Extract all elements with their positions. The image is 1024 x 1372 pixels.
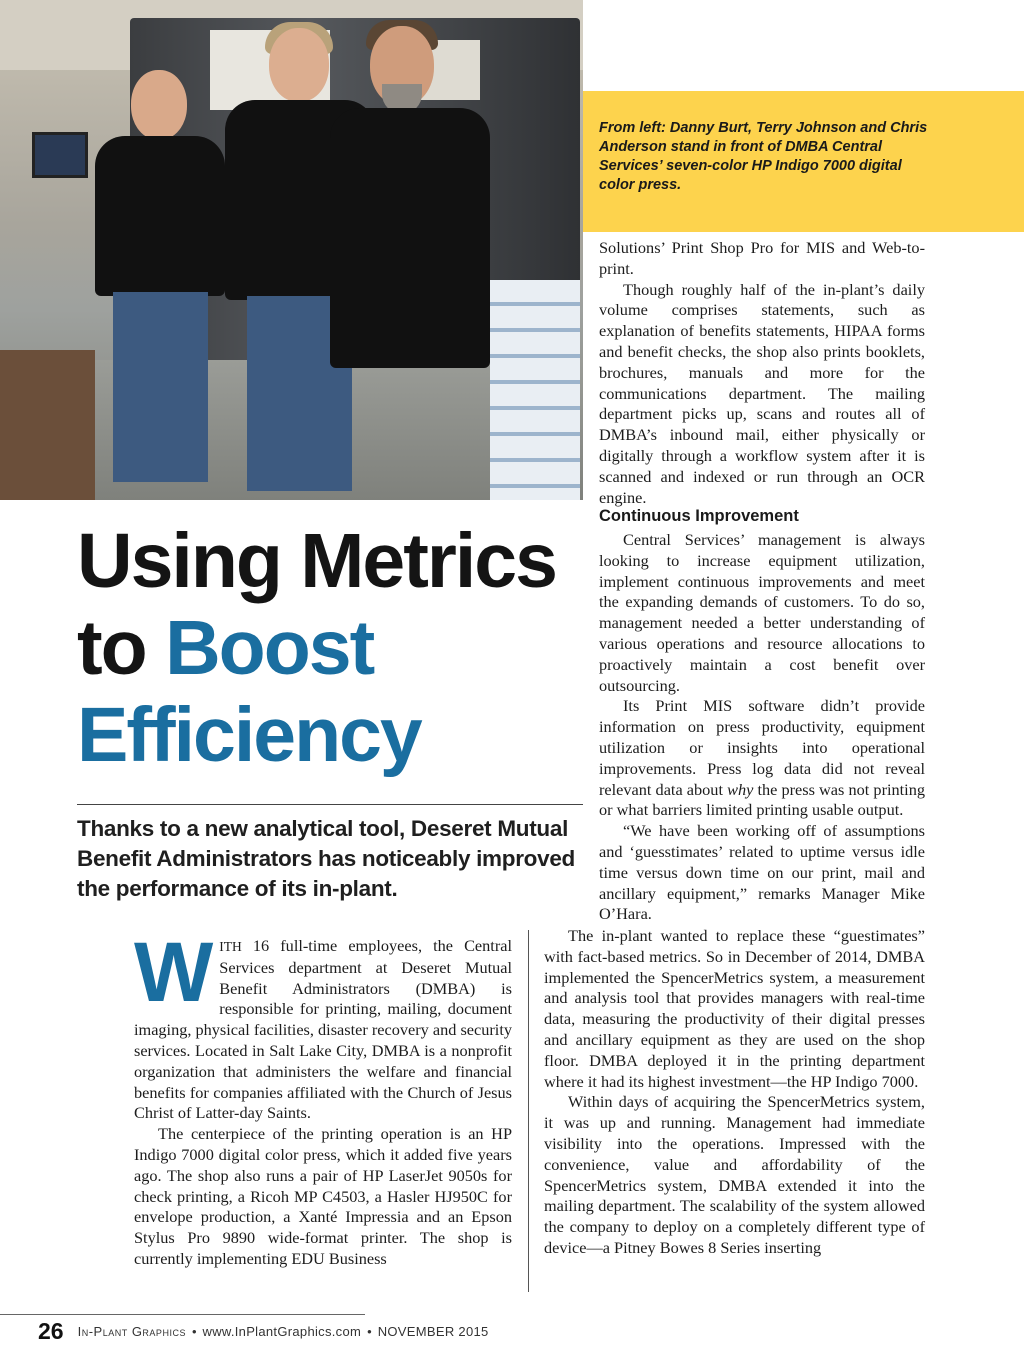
body-column-right-top	[599, 238, 925, 508]
body-paragraph: Solutions’ Print Shop Pro for MIS and Web-to-print.	[599, 238, 925, 278]
headline-line-3: Efficiency	[77, 692, 421, 778]
footer-separator: •	[191, 1324, 197, 1339]
page-number: 26	[38, 1318, 64, 1344]
body-paragraph: “We have been working off of assumptions and ‘guesstimates’ related to uptime versus idle time versus down time on our print, mail and ancillary equipment,” remarks Manager Mike O’Hara.	[599, 821, 925, 924]
paragraph-text: Its Print MIS software didn’t provide information on press productivity, equipment utilization or insights into operational improvements. Press log data did not reveal relevant data about	[599, 696, 925, 799]
article-deck: Thanks to a new analytical tool, Deseret Mutual Benefit Administrators has noticeably improved the performance of its in-plant.	[77, 816, 575, 901]
emphasis-text: why	[727, 779, 754, 799]
photo-person-left	[95, 70, 225, 490]
publication-name: In-Plant Graphics	[77, 1324, 186, 1339]
paragraph-text: 16 full-time employees, the Central Services department at Deseret Mutual Benefit Administrators (DMBA) is responsible for printing, mailing, document imaging, physical facilities, disaster recovery and security services. Located in Salt Lake City, DMBA is a nonprofit organization that administers the welfare and financial benefits for companies affiliated with the Church of Jesus Christ of Latter-day Saints.	[134, 936, 512, 1123]
headline-boost: Boost	[165, 605, 374, 691]
headline-rule	[77, 804, 583, 805]
lead-caps: ITH	[219, 939, 242, 954]
body-column-right-bottom	[544, 926, 925, 1259]
headline-to: to	[77, 605, 166, 691]
section-subhead: Continuous Improvement	[599, 507, 799, 525]
body-paragraph: Though roughly half of the in-plant’s daily volume comprises statements, such as explanation of benefits statements, HIPAA forms and benefit checks, the shop also prints booklets, brochures, manuals and more for the communications department. The mailing department picks up, scans and routes all of DMBA’s inbound mail, either physically or digitally through a workflow system after it is scanned and indexed or run through an OCR engine.	[599, 279, 925, 507]
footer-rule	[0, 1314, 365, 1315]
headline-line-2	[77, 605, 597, 692]
body-paragraph: Central Services’ management is always looking to increase equipment utilization, implement continuous improvements and meet the expanding demands of customers. To do so, management needed a better understanding of various operations and resource allocations to proactively maintain a cost benefit over outsourcing.	[599, 530, 925, 695]
photo-bench	[0, 350, 95, 500]
headline-line-1: Using Metrics	[77, 518, 556, 604]
photo-monitor	[32, 132, 88, 178]
photo-caption-text: From left: Danny Burt, Terry Johnson and Chris Anderson stand in front of DMBA Central Services’ seven-color HP Indigo 7000 digital color press.	[599, 120, 928, 193]
photo-caption-box	[583, 91, 1024, 232]
page-footer	[38, 1318, 489, 1345]
body-column-right-middle	[599, 530, 925, 925]
body-column-left	[134, 925, 512, 1270]
body-paragraph	[599, 696, 925, 821]
paragraph-text: the press was not printing or what barriers limited printing usable output.	[599, 779, 925, 820]
drop-cap: W	[134, 925, 214, 1019]
body-paragraph: The in-plant wanted to replace these “guestimates” with fact-based metrics. So in December of 2014, DMBA implemented the SpencerMetrics system, a measurement and analysis tool that provides managers with real-time data, measuring the productivity of their digital presses and ancillary equipment as they are used on the shop floor. DMBA deployed it in the printing department where it had its highest investment—the HP Indigo 7000.	[544, 926, 925, 1091]
photo-person-right	[330, 26, 490, 496]
body-paragraph: The centerpiece of the printing operation is an HP Indigo 7000 digital color press, which it added five years ago. The shop also runs a pair of HP LaserJet 9050s for check printing, a Ricoh MP C4503, a Hasler HJ950C for envelope production, a Xanté Impressia and an Epson Stylus Pro 9890 wide-format printer. The shop is currently implementing EDU Business	[134, 1124, 512, 1268]
body-paragraph: Within days of acquiring the SpencerMetrics system, it was up and running. Management had immediate visibility into the operations. Impressed with the convenience, value and affordability of the SpencerMetrics system, DMBA extended it into the mailing department. The scalability of the system allowed the company to deploy on a completely different type of device—a Pitney Bowes 8 Series inserting	[544, 1092, 925, 1257]
article-headline	[77, 518, 597, 779]
article-photo	[0, 0, 583, 500]
photo-paper-boxes	[490, 280, 580, 500]
body-paragraph	[134, 925, 512, 1124]
column-rule	[528, 930, 529, 1292]
footer-url: www.InPlantGraphics.com	[202, 1324, 362, 1339]
footer-separator: •	[367, 1324, 372, 1339]
issue-date: NOVEMBER 2015	[377, 1324, 489, 1339]
